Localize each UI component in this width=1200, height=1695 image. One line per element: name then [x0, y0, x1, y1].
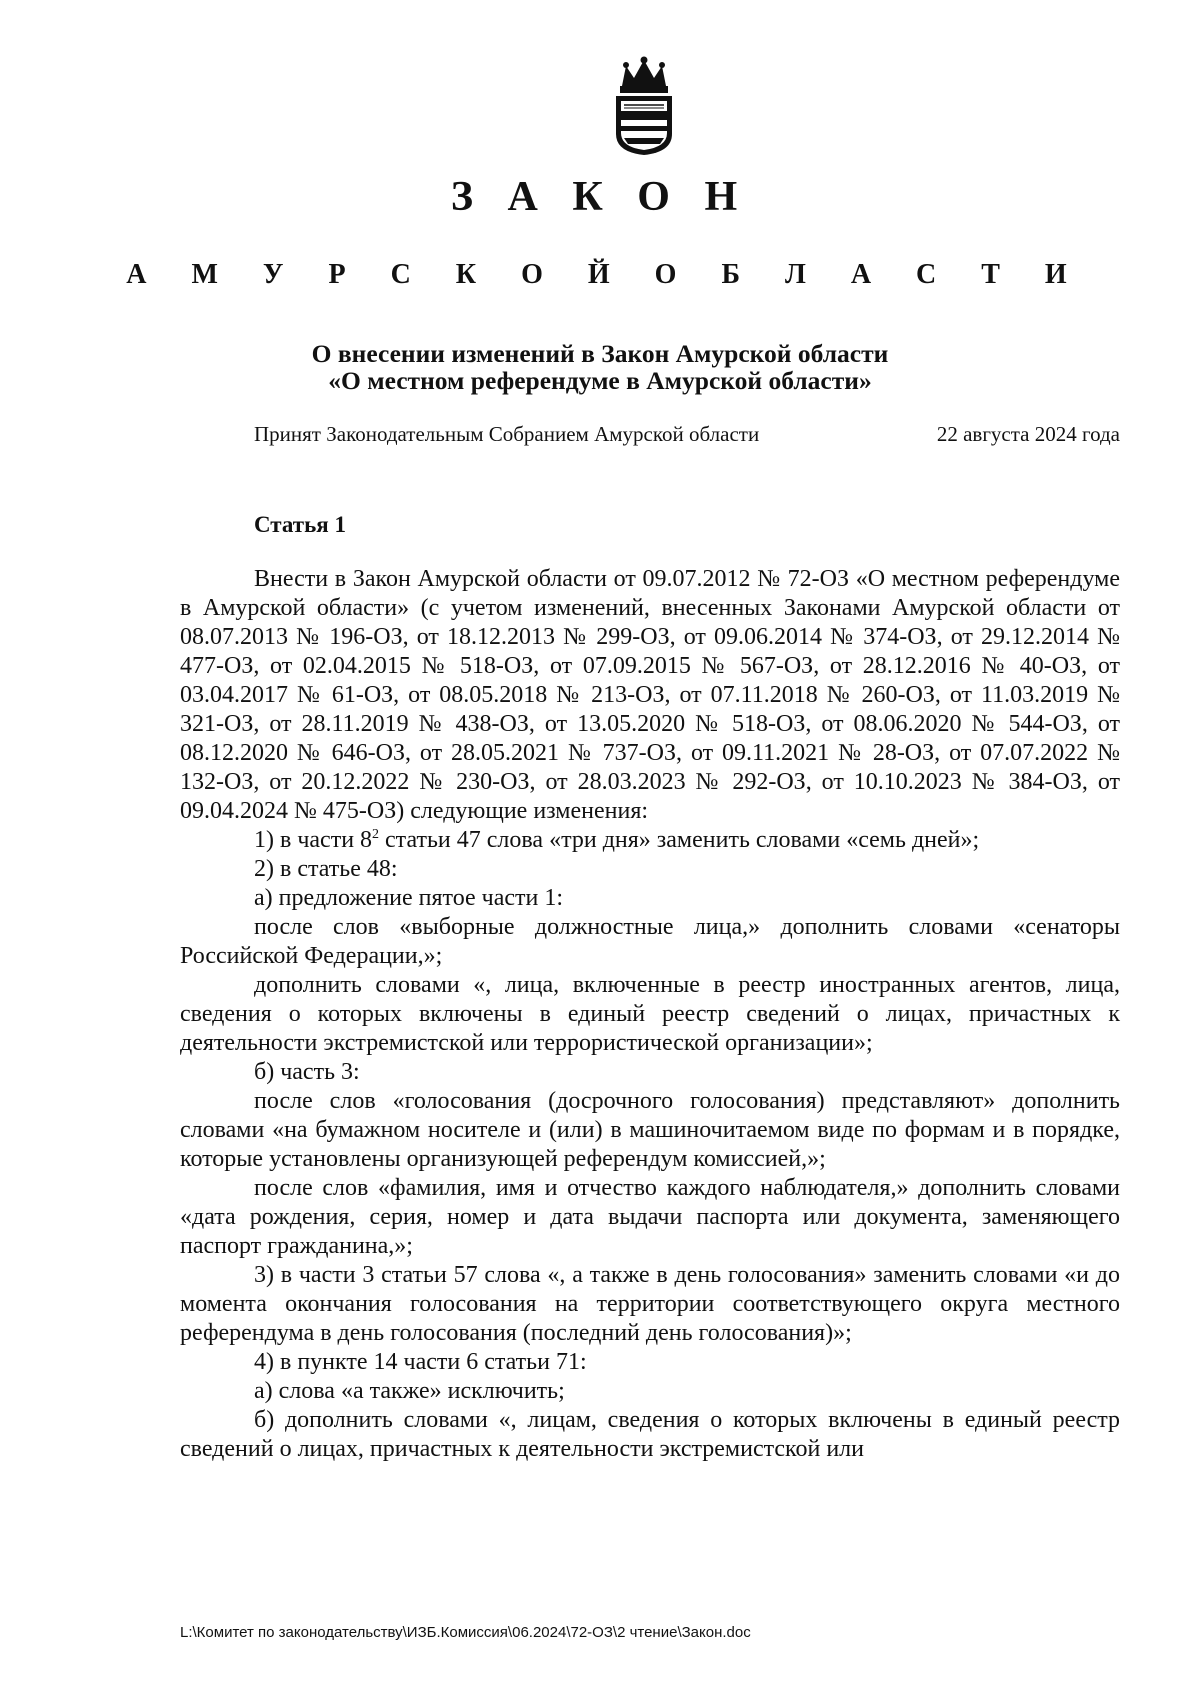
- adoption-info: [254, 420, 1120, 448]
- amur-region-coat-of-arms-icon: [608, 56, 680, 156]
- article-body: [180, 565, 1120, 1464]
- item-1-end: статьи 47 слова «три дня» заменить словами «семь дней»;: [379, 827, 980, 853]
- amendment-item-2a-paragraph-2: дополнить словами «, лица, включенные в реестр иностранных агентов, лица, сведения о которых включены в единый реестр сведений о лицах, причастных к деятельности экстремистской или террористической организации»;: [180, 972, 1120, 1056]
- item-1-start: 1) в части 8: [254, 827, 373, 853]
- item-1-superscript: 2: [372, 827, 380, 842]
- file-path-footer: L:\Комитет по законодательству\ИЗБ.Комиссия\06.2024\72-ОЗ\2 чтение\Закон.doc: [180, 1624, 751, 1641]
- amendment-item-3: 3) в части 3 статьи 57 слова «, а также в день голосования» заменить словами «и до момента окончания голосования на территории соответствующего округа местного референдума в день голосования (последний день голосования)»;: [180, 1262, 1120, 1346]
- amendment-item-4: 4) в пункте 14 части 6 статьи 71:: [254, 1349, 587, 1375]
- amendment-item-2b-paragraph-1: после слов «голосования (досрочного голосования) представляют» дополнить словами «на бумажном носителе и (или) в машиночитаемом виде по формам и в порядке, которые установлены организующей референдум комиссией,»;: [180, 1088, 1120, 1172]
- document-heading: [0, 340, 1200, 394]
- amendment-item-1: [180, 826, 1120, 855]
- heading-line-1: О внесении изменений в Закон Амурской области: [311, 339, 889, 368]
- article-title: Статья 1: [254, 512, 346, 537]
- amendment-item-4b: б) дополнить словами «, лицам, сведения о которых включены в единый реестр сведений о лицах, причастных к деятельности экстремистской или: [180, 1407, 1120, 1462]
- region-title: А М У Р С К О Й О Б Л А С Т И: [126, 259, 1074, 290]
- amendment-item-2b-paragraph-2: после слов «фамилия, имя и отчество каждого наблюдателя,» дополнить словами «дата рождения, серия, номер и дата выдачи паспорта или документа, заменяющего паспорт гражданина,»;: [180, 1175, 1120, 1259]
- adoption-date: 22 августа 2024 года: [936, 422, 1120, 446]
- law-title: З А К О Н: [450, 174, 750, 220]
- amendment-item-2: 2) в статье 48:: [254, 856, 398, 882]
- article-intro: Внести в Закон Амурской области от 09.07.2012 № 72-ОЗ «О местном референдуме в Амурской области» (с учетом изменений, внесенных Законами Амурской области от 08.07.2013 № 196-ОЗ, от 18.12.2013 № 299-ОЗ, от 09.06.2014 № 374-ОЗ, от 29.12.2014 № 477-ОЗ, от 02.04.2015 № 518-ОЗ, от 07.09.2015 № 567-ОЗ, от 28.12.2016 № 40-ОЗ, от 03.04.2017 № 61-ОЗ, от 08.05.2018 № 213-ОЗ, от 07.11.2018 № 260-ОЗ, от 11.03.2019 № 321-ОЗ, от 28.11.2019 № 438-ОЗ, от 13.05.2020 № 518-ОЗ, от 08.06.2020 № 544-ОЗ, от 08.12.2020 № 646-ОЗ, от 28.05.2021 № 737-ОЗ, от 09.11.2021 № 28-ОЗ, от 07.07.2022 № 132-ОЗ, от 20.12.2022 № 230-ОЗ, от 28.03.2023 № 292-ОЗ, от 10.10.2023 № 384-ОЗ, от 09.04.2024 № 475-ОЗ) следующие изменения:: [180, 566, 1120, 824]
- amendment-item-2a: а) предложение пятое части 1:: [254, 885, 564, 911]
- amendment-item-2a-paragraph-1: после слов «выборные должностные лица,» дополнить словами «сенаторы Российской Федерации,»;: [180, 914, 1120, 969]
- adopted-by: Принят Законодательным Собранием Амурской области: [254, 422, 760, 446]
- amendment-item-4a: а) слова «а также» исключить;: [254, 1378, 565, 1404]
- amendment-item-2b: б) часть 3:: [254, 1059, 360, 1085]
- heading-line-2: «О местном референдуме в Амурской области»: [328, 366, 872, 395]
